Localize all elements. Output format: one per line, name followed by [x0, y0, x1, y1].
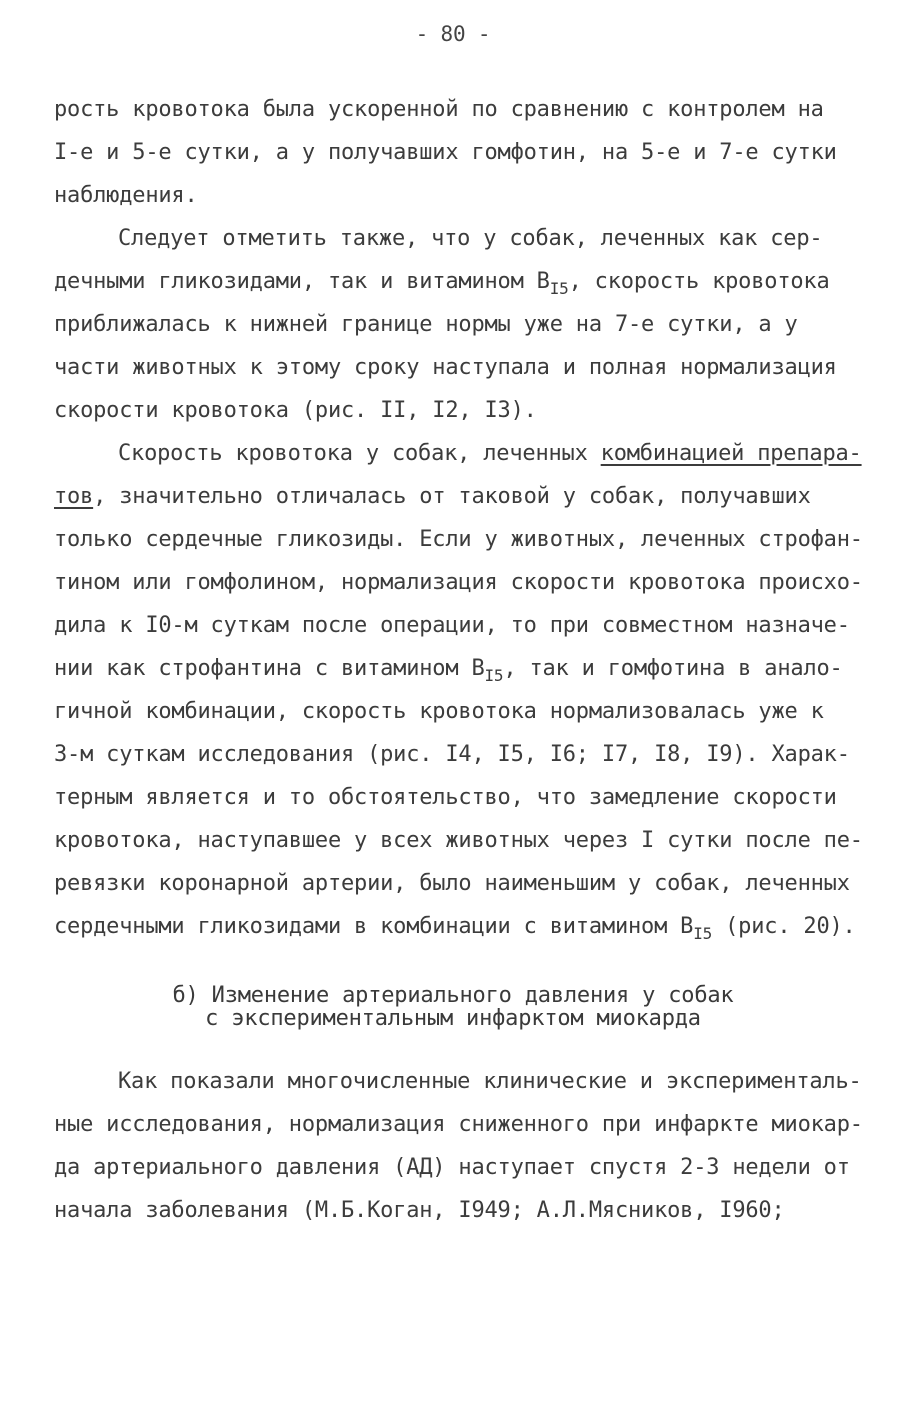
underlined-text: комбинацией препара-	[600, 441, 862, 466]
paragraph3-line2	[54, 484, 811, 509]
paragraph2-line1: Следует отметить также, что у собак, леченных как сер-	[118, 226, 823, 251]
paragraph4-line3: да артериального давления (АД) наступает спустя 2-3 недели от	[54, 1155, 850, 1180]
paragraph4-line1: Как показали многочисленные клинические и эксперименталь-	[118, 1069, 862, 1094]
paragraph4-line2: ные исследования, нормализация сниженного при инфаркте миокар-	[54, 1112, 863, 1137]
paragraph3-line10: кровотока, наступавшее у всех животных через I сутки после пе-	[54, 828, 863, 853]
paragraph1-line1: рость кровотока была ускоренной по сравнению с контролем на	[54, 97, 824, 122]
text-segment: Скорость кровотока у собак, леченных	[118, 441, 601, 466]
subscript: I5	[693, 924, 713, 943]
paragraph1-line3: наблюдения.	[54, 183, 198, 208]
paragraph3-line9: терным является и то обстоятельство, что замедление скорости	[54, 785, 837, 810]
text-segment: (рис. 20).	[712, 914, 856, 939]
paragraph3-line4: тином или гомфолином, нормализация скорости кровотока происхо-	[54, 570, 863, 595]
paragraph1-line2: I-е и 5-е сутки, а у получавших гомфотин, на 5-е и 7-е сутки	[54, 140, 837, 165]
subscript: I5	[484, 666, 504, 685]
paragraph3-line1	[118, 441, 862, 466]
text-segment: дечными гликозидами, так и витамином В	[54, 269, 550, 294]
paragraph3-line5: дила к I0-м суткам после операции, то при совместном назначе-	[54, 613, 850, 638]
page-number: - 80 -	[415, 22, 491, 46]
paragraph4-line4: начала заболевания (М.Б.Коган, I949; А.Л.Мясников, I960;	[54, 1198, 785, 1223]
paragraph2-line3: приближалась к нижней границе нормы уже на 7-е сутки, а у	[54, 312, 798, 337]
paragraph3-line8: 3-м суткам исследования (рис. I4, I5, I6; I7, I8, I9). Харак-	[54, 742, 850, 767]
paragraph3-line7: гичной комбинации, скорость кровотока нормализовалась уже к	[54, 699, 824, 724]
text-segment: , скорость кровотока	[568, 269, 830, 294]
paragraph3-line11: ревязки коронарной артерии, было наименьшим у собак, леченных	[54, 871, 850, 896]
text-segment: нии как строфантина с витамином В	[54, 656, 485, 681]
paragraph2-line2	[54, 269, 830, 298]
paragraph2-line5: скорости кровотока (рис. II, I2, I3).	[54, 398, 537, 423]
section-heading-line2: с экспериментальным инфарктом миокарда	[205, 1006, 701, 1031]
text-segment: , так и гомфотина в анало-	[503, 656, 843, 681]
subscript: I5	[549, 279, 569, 298]
paragraph3-line3: только сердечные гликозиды. Если у животных, леченных строфан-	[54, 527, 863, 552]
paragraph3-line12	[54, 914, 856, 943]
text-segment: , значительно отличалась от таковой у собак, получавших	[93, 484, 811, 509]
section-heading-line1: б) Изменение артериального давления у собак	[172, 983, 734, 1008]
paragraph2-line4: части животных к этому сроку наступала и полная нормализация	[54, 355, 837, 380]
text-segment: сердечными гликозидами в комбинации с витамином В	[54, 914, 694, 939]
paragraph3-line6	[54, 656, 843, 685]
underlined-text: тов	[54, 484, 94, 509]
